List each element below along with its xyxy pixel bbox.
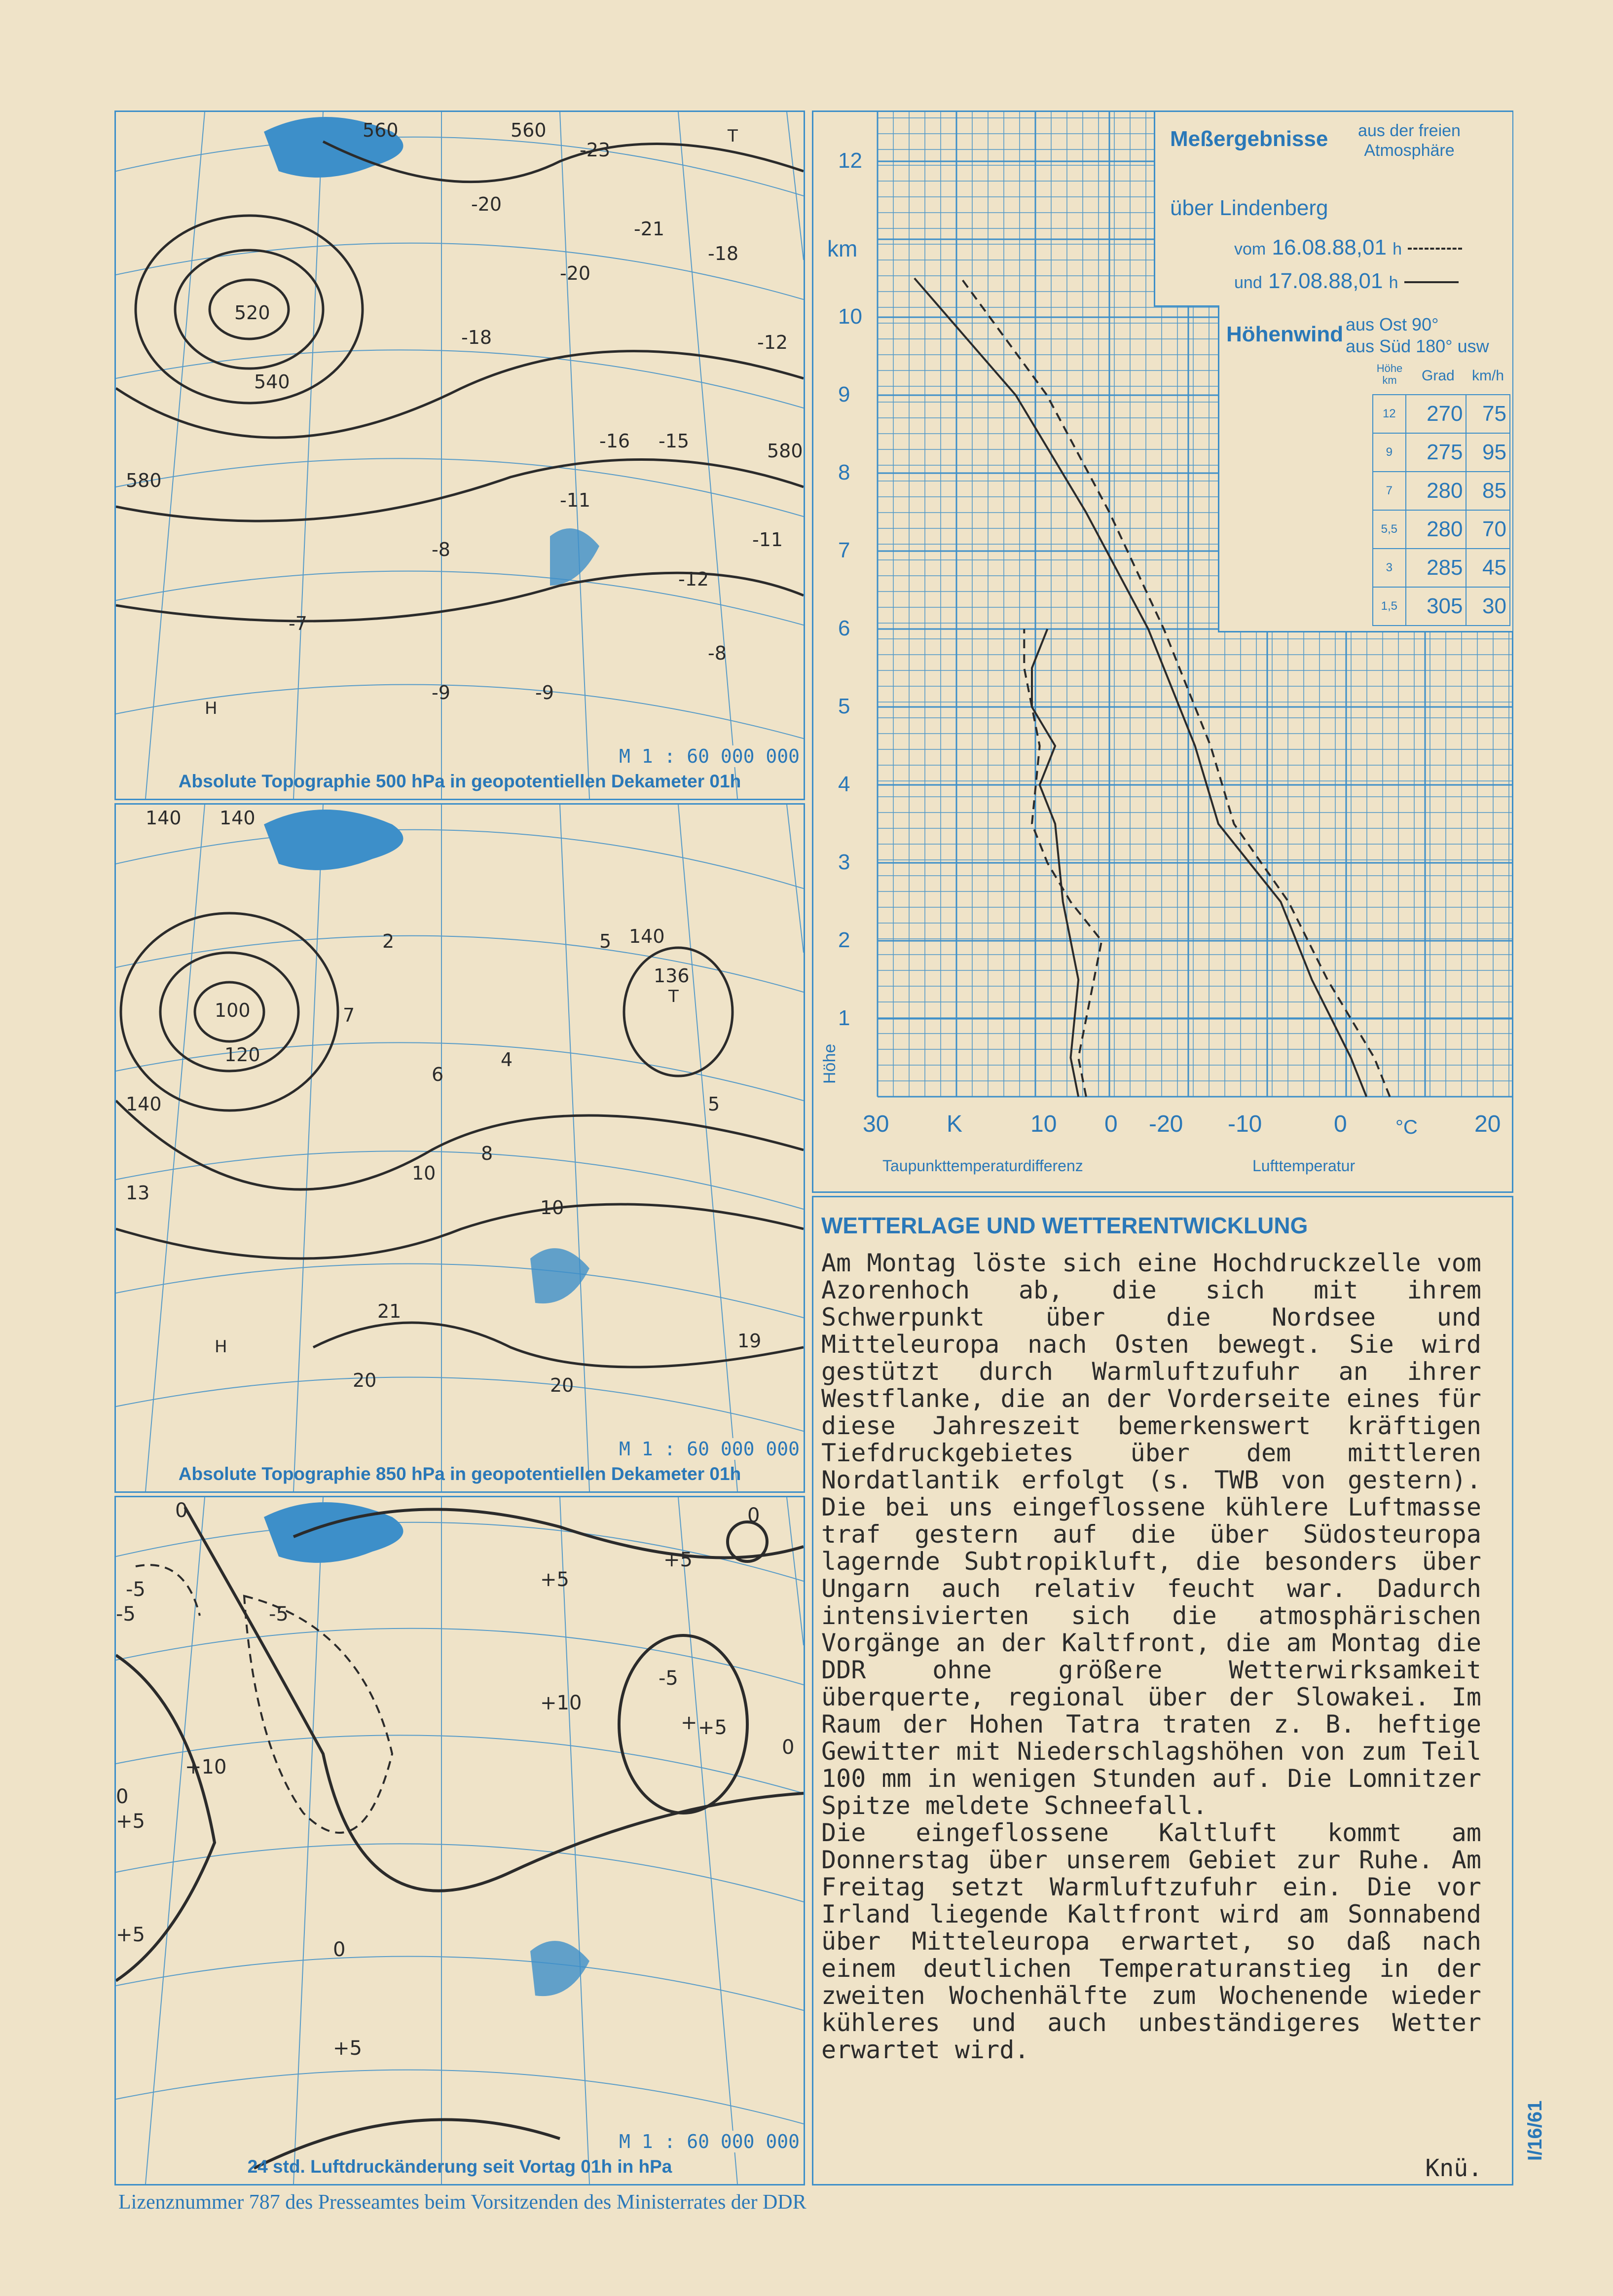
- svg-text:H: H: [205, 699, 218, 718]
- x-left-tick-label: 10: [1030, 1111, 1057, 1137]
- x-left-tick-label: K: [947, 1111, 963, 1137]
- svg-text:5: 5: [708, 1093, 720, 1115]
- map-pressure-change-panel: [114, 1496, 805, 2185]
- map-pressure-change: [116, 1497, 804, 2184]
- run-2: [1234, 269, 1459, 294]
- wind-row: [1373, 395, 1510, 433]
- x-left-tick-label: 0: [1104, 1111, 1118, 1137]
- wind-row: [1373, 433, 1510, 472]
- x-left-label: Taupunkttemperaturdifferenz: [882, 1157, 1083, 1175]
- wind-note-1: aus Ost 90°: [1346, 314, 1439, 334]
- svg-text:-7: -7: [289, 613, 307, 634]
- wind-height: 3: [1373, 549, 1406, 587]
- wind-direction: 270: [1406, 395, 1466, 433]
- x-right-tick-label: -20: [1149, 1111, 1183, 1137]
- wind-row: [1373, 472, 1510, 510]
- license-line: Lizenznummer 787 des Presseamtes beim Vorsitzenden des Ministerrates der DDR: [118, 2191, 806, 2214]
- svg-text:0: 0: [333, 1938, 346, 1961]
- svg-text:0: 0: [782, 1736, 795, 1759]
- wind-speed: 70: [1466, 510, 1510, 549]
- svg-text:+10: +10: [540, 1692, 582, 1714]
- run-2-date: 17.08.88,01: [1268, 269, 1383, 293]
- map-500-scale: M 1 : 60 000 000: [617, 745, 802, 767]
- svg-text:-16: -16: [599, 430, 630, 452]
- svg-text:-5: -5: [116, 1603, 136, 1626]
- svg-text:-11: -11: [560, 489, 591, 511]
- sounding-panel: [812, 111, 1513, 1193]
- svg-text:140: 140: [220, 807, 256, 829]
- svg-text:10: 10: [412, 1162, 436, 1184]
- svg-text:140: 140: [629, 926, 665, 947]
- wind-header-height: Höhe km: [1376, 362, 1403, 386]
- wind-row: [1373, 549, 1510, 587]
- svg-text:-8: -8: [432, 539, 450, 560]
- map-24h-caption: 24 std. Luftdruckänderung seit Vortag 01h in hPa: [247, 2156, 672, 2177]
- svg-text:19: 19: [737, 1330, 762, 1352]
- wind-header-deg: Grad: [1422, 368, 1455, 384]
- y-tick-label: 10: [838, 304, 862, 329]
- x-right-tick-label: 0: [1334, 1111, 1347, 1137]
- wind-header-speed: km/h: [1472, 368, 1504, 384]
- x-right-tick-label: °C: [1395, 1116, 1418, 1138]
- wind-height: 9: [1373, 433, 1406, 472]
- svg-text:+5: +5: [116, 1924, 145, 1946]
- run-2-prefix: und: [1234, 273, 1262, 292]
- svg-text:-5: -5: [269, 1603, 289, 1626]
- wind-direction: 280: [1406, 472, 1466, 510]
- svg-text:-20: -20: [471, 193, 502, 215]
- svg-text:-12: -12: [678, 568, 709, 590]
- svg-text:-11: -11: [752, 529, 783, 551]
- svg-text:-18: -18: [708, 243, 739, 264]
- wind-direction: 285: [1406, 549, 1466, 587]
- wind-speed: 45: [1466, 549, 1510, 587]
- svg-text:140: 140: [146, 807, 182, 829]
- svg-text:+: +: [681, 1711, 697, 1734]
- map-500hpa-panel: [114, 111, 805, 800]
- svg-text:-23: -23: [580, 139, 611, 161]
- y-axis-label: Höhe: [820, 1043, 839, 1084]
- svg-text:T: T: [728, 126, 738, 146]
- svg-text:0: 0: [747, 1504, 760, 1527]
- svg-text:520: 520: [234, 302, 270, 324]
- y-tick-label: 9: [838, 382, 850, 407]
- svg-text:140: 140: [126, 1093, 162, 1115]
- x-left-tick-label: 30: [863, 1111, 889, 1137]
- weather-text-panel: [812, 1196, 1513, 2185]
- svg-text:540: 540: [254, 371, 290, 393]
- svg-text:+5: +5: [116, 1810, 145, 1833]
- y-axis-unit: km: [827, 236, 858, 261]
- svg-text:580: 580: [767, 440, 803, 462]
- svg-text:-8: -8: [708, 642, 727, 664]
- svg-text:7: 7: [343, 1004, 355, 1026]
- wind-speed: 30: [1466, 587, 1510, 626]
- weather-heading: WETTERLAGE UND WETTERENTWICKLUNG: [821, 1213, 1308, 1238]
- run-1-dashed-sample: [1408, 248, 1462, 250]
- svg-text:0: 0: [175, 1499, 188, 1522]
- signature: Knü.: [1425, 2154, 1482, 2182]
- svg-text:13: 13: [126, 1182, 150, 1204]
- x-right-tick-label: -10: [1228, 1111, 1262, 1137]
- svg-text:-20: -20: [560, 262, 591, 284]
- svg-text:-5: -5: [126, 1578, 146, 1601]
- y-tick-label: 6: [838, 616, 850, 640]
- run-1-prefix: vom: [1234, 240, 1266, 259]
- sounding-subtitle: aus der freien Atmosphäre: [1358, 121, 1461, 160]
- svg-text:20: 20: [353, 1370, 377, 1391]
- map-850hpa-panel: [114, 803, 805, 1493]
- svg-text:580: 580: [126, 470, 162, 491]
- weather-paragraph-2: Die eingeflossene Kaltluft kommt am Donnerstag über unserem Gebiet zur Ruhe. Am Freitag setzt Warmluftzufuhr ein. Die vor Irland liegende Kaltfront wird am Sonnabend über Mitteleuropa erwartet, so daß nach einem deutlichen Temperaturanstieg in der zweiten Wochenhälfte zum Wochenende wieder kühleres und auch unbeständigeres Wetter erwartet wird.: [821, 1818, 1481, 2064]
- wind-height: 5,5: [1373, 510, 1406, 549]
- y-tick-label: 3: [838, 850, 850, 874]
- svg-text:-9: -9: [432, 682, 450, 704]
- wind-table: [1372, 394, 1510, 626]
- sounding-station: über Lindenberg: [1170, 196, 1328, 220]
- wind-speed: 75: [1466, 395, 1510, 433]
- run-1-unit: h: [1393, 240, 1402, 259]
- wind-direction: 275: [1406, 433, 1466, 472]
- wind-note-2: aus Süd 180° usw: [1346, 336, 1489, 356]
- svg-text:8: 8: [481, 1143, 493, 1164]
- weather-paragraph-1: Am Montag löste sich eine Hochdruckzelle vom Azorenhoch ab, die sich mit ihrem Schwerpunkt über die Nordsee und Mitteleuropa nach Osten bewegt. Sie wird gestützt durch Warmluftzufuhr an ihrer Westflanke, die an der Vorderseite eines für diese Jahreszeit bemerkenswert kräftigen Tiefdruckgebietes über dem mittleren Nordatlantik erfolgt (s. TWB von gestern). Die bei uns eingeflossene kühlere Luftmasse traf gestern auf die über Südosteuropa lagernde Subtropikluft, die besonders über Ungarn auch relativ feucht war. Dadurch intensivierten sich die atmosphärischen Vorgänge an der Kaltfront, die am Montag die DDR ohne größere Wetterwirksamkeit überquerte, regional über der Slowakei. Im Raum der Hohen Tatra traten z. B. heftige Gewitter mit Niederschlagshöhen von zum Teil 100 mm in wenigen Stunden auf. Die Lomnitzer Spitze meldete Schneefall.: [821, 1249, 1481, 1820]
- y-tick-label: 5: [838, 694, 850, 718]
- svg-text:120: 120: [224, 1044, 260, 1066]
- svg-text:-5: -5: [659, 1667, 678, 1690]
- run-2-solid-sample: [1404, 281, 1459, 283]
- svg-text:560: 560: [363, 119, 399, 141]
- wind-row: [1373, 587, 1510, 626]
- map-24h-scale: M 1 : 60 000 000: [617, 2131, 802, 2152]
- y-tick-label: 2: [838, 928, 850, 952]
- map-500-caption: Absolute Topographie 500 hPa in geopotentiellen Dekameter 01h: [178, 771, 741, 791]
- map-850-caption: Absolute Topographie 850 hPa in geopotentiellen Dekameter 01h: [178, 1464, 741, 1484]
- run-1-date: 16.08.88,01: [1272, 235, 1387, 259]
- wind-height: 12: [1373, 395, 1406, 433]
- svg-text:+5: +5: [333, 2037, 362, 2060]
- svg-text:0: 0: [116, 1785, 129, 1808]
- page-code: I/16/61: [1524, 2100, 1546, 2161]
- sounding-title: Meßergebnisse: [1170, 127, 1328, 151]
- svg-text:-15: -15: [659, 430, 690, 452]
- svg-text:-9: -9: [535, 682, 554, 704]
- y-tick-label: 7: [838, 538, 850, 562]
- svg-text:10: 10: [540, 1197, 564, 1219]
- map-850hpa: [116, 805, 804, 1491]
- wind-title: Höhenwind: [1226, 322, 1344, 346]
- map-500hpa: [116, 112, 804, 799]
- wind-speed: 85: [1466, 472, 1510, 510]
- svg-text:136: 136: [654, 965, 690, 987]
- y-tick-label: 12: [838, 148, 862, 173]
- map-850-scale: M 1 : 60 000 000: [617, 1438, 802, 1460]
- svg-text:H: H: [215, 1337, 227, 1357]
- upper-wind-box: [1218, 305, 1512, 632]
- svg-text:+5: +5: [663, 1549, 693, 1571]
- wind-direction: 305: [1406, 587, 1466, 626]
- y-tick-label: 1: [838, 1006, 850, 1030]
- y-tick-label: 8: [838, 460, 850, 484]
- wind-direction: 280: [1406, 510, 1466, 549]
- svg-text:+5: +5: [540, 1568, 569, 1591]
- svg-text:T: T: [668, 987, 679, 1006]
- svg-text:21: 21: [377, 1300, 402, 1322]
- svg-text:+10: +10: [185, 1756, 227, 1778]
- svg-text:100: 100: [215, 1000, 251, 1021]
- wind-speed: 95: [1466, 433, 1510, 472]
- svg-text:-12: -12: [757, 332, 788, 353]
- wind-height: 7: [1373, 472, 1406, 510]
- wind-height: 1,5: [1373, 587, 1406, 626]
- weather-body: [821, 1250, 1481, 2064]
- y-tick-label: 4: [838, 772, 850, 796]
- svg-text:4: 4: [501, 1049, 513, 1071]
- svg-text:+5: +5: [698, 1716, 727, 1739]
- svg-text:5: 5: [599, 930, 612, 952]
- svg-text:-21: -21: [634, 218, 665, 240]
- svg-text:20: 20: [550, 1374, 574, 1396]
- svg-text:-18: -18: [461, 327, 492, 348]
- svg-text:6: 6: [432, 1064, 444, 1085]
- run-2-unit: h: [1389, 273, 1398, 292]
- sounding-legend: [1154, 112, 1512, 307]
- svg-text:2: 2: [382, 930, 395, 952]
- wind-row: [1373, 510, 1510, 549]
- x-right-tick-label: 20: [1474, 1111, 1501, 1137]
- run-1: [1234, 235, 1462, 260]
- x-right-label: Lufttemperatur: [1252, 1157, 1356, 1175]
- svg-text:560: 560: [511, 119, 547, 141]
